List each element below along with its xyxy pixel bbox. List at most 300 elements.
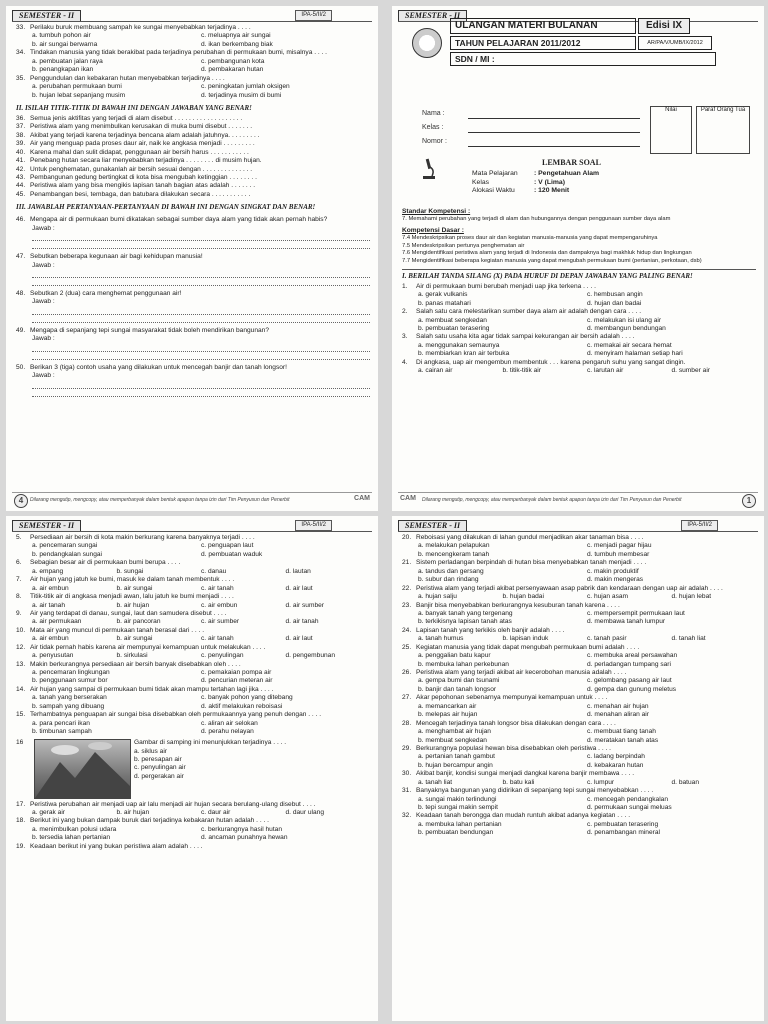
answer-option[interactable]: a. cairan air [418, 367, 453, 375]
answer-option[interactable]: d. air laut [285, 584, 313, 592]
answer-line[interactable] [32, 270, 370, 278]
answer-option[interactable]: a. penggalian batu kapur [418, 652, 491, 660]
answer-line[interactable] [32, 315, 370, 323]
answer-option[interactable]: c. banyak pohon yang ditebang [201, 694, 293, 702]
question [402, 308, 756, 316]
question-text: Untuk penghematan, gunakanlah air bersih sesuai dengan . . . . . . . . . . . . . . [30, 165, 253, 173]
question-number: 22. [402, 584, 412, 592]
answer-option[interactable]: b. melepas air hujan [418, 711, 478, 719]
answer-option[interactable]: c. ladang berpindah [587, 753, 645, 761]
answer-option[interactable]: b. hujan bercampur angin [418, 761, 493, 769]
answer-option[interactable]: c. meluapnya air sungai [201, 32, 271, 40]
answer-option[interactable]: d. permukaan sungai meluas [587, 804, 672, 811]
answer-option[interactable]: d. sumber air [671, 367, 710, 375]
number-input[interactable] [468, 146, 640, 147]
answer-option[interactable]: a. tumbuh pohon air [32, 32, 91, 40]
answer-option[interactable]: a. perubahan permukaan bumi [32, 83, 122, 91]
answer-option[interactable]: d. aktif melakukan reboisasi [201, 702, 283, 710]
answer-option[interactable]: d. kebakaran hutan [587, 761, 644, 769]
answer-option[interactable]: c. melakukan isi ulang air [587, 316, 662, 324]
question-text: Air yang menguap pada proses daur air, naik ke angkasa menjadi . . . . . . . . . [30, 140, 255, 148]
fill-question [16, 123, 370, 131]
question-text: Sebagian besar air di permukaan bumi berupa . . . . [30, 559, 181, 567]
question-number: 15. [16, 711, 26, 719]
page-1 [392, 6, 764, 511]
question-number: 12. [16, 643, 26, 651]
question-text: Mengapa air di permukaan bumi dikatakan sebagai sumber daya alam yang tidak akan pernah habis? [30, 216, 328, 224]
answer-option[interactable]: b. penggunaan sumur bor [32, 677, 108, 685]
answer-option[interactable]: d. hujan lebat [671, 593, 712, 601]
question [16, 644, 370, 652]
exam-code: AR/PA/V/UMB/IX/2012 [638, 36, 712, 50]
question [402, 333, 756, 341]
answer-option[interactable]: d. makin mengeras [587, 576, 644, 584]
answer-option[interactable]: a. gerak vulkanis [418, 291, 468, 299]
answer-option[interactable]: c. mencegah pendangkalan [587, 795, 669, 803]
answer-option[interactable]: a. pertanian tanah gambut [418, 753, 495, 761]
question [402, 283, 756, 291]
question-text: Air tidak pernah habis karena air mempunyai kemampuan untuk melakukan . . . . [30, 643, 266, 651]
answer-option[interactable]: c. pembangunan kota [201, 57, 265, 65]
question-text: Perilaku buruk membuang sampah ke sungai menyebabkan terjadinya . . . . [30, 24, 251, 31]
question-number: 37. [16, 123, 26, 131]
info-value: : Pengetahuan Alam [534, 170, 600, 177]
water-cycle-image [34, 739, 131, 799]
answer-line[interactable] [32, 352, 370, 360]
question-number: 48. [16, 289, 26, 297]
answer-option[interactable]: d. air tanah [285, 618, 319, 626]
question [402, 359, 756, 367]
question-text: Persediaan air bersih di kota makin berkurang karena banyaknya terjadi . . . . [30, 534, 255, 541]
answer-option[interactable]: c. aliran air selokan [201, 719, 258, 727]
answer-option[interactable]: b. subur dan rindang [418, 576, 479, 584]
answer-option[interactable]: b. air sungai [116, 635, 153, 643]
answer-option[interactable]: d. menyiram halaman setiap hari [587, 350, 683, 358]
answer-option[interactable]: b. hujan lebat sepanjang musim [32, 91, 126, 99]
answer-option[interactable]: c. makin produktif [587, 567, 639, 575]
answer-option[interactable]: b. mencengkeram tanah [418, 550, 490, 558]
answer-option[interactable]: a. gerak air [32, 808, 65, 816]
answer-label: Jawab : [32, 372, 55, 380]
question-number: 4. [402, 358, 408, 366]
answer-options [402, 568, 756, 585]
parent-sign-box[interactable] [696, 106, 750, 154]
answer-options [16, 83, 370, 100]
question [402, 534, 756, 542]
answer-option[interactable]: c. menjadi pagar hijau [587, 542, 652, 550]
footer-brand: CAM [354, 495, 370, 502]
question [402, 694, 756, 702]
answer-option[interactable]: b. membuka lahan perkebunan [418, 660, 509, 668]
answer-option[interactable]: a. membuat sengkedan [418, 316, 487, 324]
answer-option[interactable]: d. ikan berkembang biak [201, 40, 273, 48]
question-number: 30. [402, 770, 412, 778]
question-number: 14. [16, 685, 26, 693]
answer-option[interactable]: a. hujan salju [418, 593, 457, 601]
answer-option[interactable]: d. hujan dan badai [587, 299, 642, 307]
answer-option[interactable]: d. menahan aliran air [587, 711, 649, 719]
answer-line[interactable] [32, 233, 370, 241]
parent-sign-label: Paraf Orang Tua [700, 107, 746, 113]
question-text: Sebutkan beberapa kegunaan air bagi kehidupan manusia! [30, 253, 203, 261]
question-number: 35. [16, 74, 26, 82]
competency-item: 7.5 Mendeskripsikan pertunya penghematan air [402, 242, 525, 249]
question [16, 49, 370, 57]
answer-option[interactable]: d. membangun bendungan [587, 325, 666, 333]
answer-option[interactable]: b. penangkapan ikan [32, 66, 94, 74]
answer-option[interactable]: b. peresapan air [134, 755, 182, 763]
answer-option[interactable]: d. pembakaran hutan [201, 66, 264, 74]
section-heading: I. BERILAH TANDA SILANG (X) PADA HURUF DI DEPAN JAWABAN YANG PALING BENAR! [402, 269, 756, 281]
answer-line[interactable] [32, 278, 370, 286]
question-text: Air hujan yang sampai di permukaan bumi tidak akan mampu tertahan lagi jika . . . . [30, 685, 274, 693]
answer-option[interactable]: d. perladangan tumpang sari [587, 660, 671, 668]
answer-option[interactable]: c. gelombang pasang air laut [587, 677, 672, 685]
class-input[interactable] [468, 132, 640, 133]
score-label: Nilai [665, 107, 677, 113]
question-number: 33. [16, 24, 26, 31]
school-year: TAHUN PELAJARAN 2011/2012 [450, 36, 636, 50]
answer-option[interactable]: c. membuka areal persawahan [587, 652, 678, 660]
answer-option[interactable]: b. air sungai [116, 584, 153, 592]
answer-line[interactable] [32, 307, 370, 315]
answer-option[interactable]: d. air laut [285, 635, 313, 643]
answer-option[interactable]: b. terkikisnya lapisan tanah atas [418, 618, 512, 626]
answer-options [402, 367, 756, 375]
question [16, 610, 370, 618]
page-4 [6, 6, 378, 511]
edition-label: Edisi IX [638, 18, 690, 34]
answer-option[interactable]: c. air tanah [201, 584, 234, 592]
answer-option[interactable]: d. terjadinya musim di bumi [201, 91, 282, 99]
answer-option[interactable]: a. menimbulkan polusi udara [32, 825, 117, 833]
school-field: SDN / MI : [450, 52, 716, 66]
answer-option[interactable]: b. banjir dan tanah longsor [418, 685, 497, 693]
answer-options [134, 748, 186, 782]
answer-option[interactable]: b. pembuatan bendungan [418, 829, 494, 837]
fill-question [16, 140, 370, 148]
question-number: 41. [16, 157, 26, 165]
answer-option[interactable]: c. pemakaian pompa air [201, 669, 272, 676]
answer-option[interactable]: a. tandus dan gersang [418, 567, 484, 575]
answer-option[interactable]: c. penyulingan [201, 652, 244, 660]
question-text: Banjir bisa menyebabkan berkurangnya kesuburan tanah karena . . . . [416, 601, 620, 609]
question-number: 44. [16, 182, 26, 190]
answer-option[interactable]: d. perahu nelayan [201, 728, 254, 736]
question-number: 28. [402, 719, 412, 727]
question-number: 3. [402, 333, 408, 341]
question-text: Banyaknya bangunan yang didirikan di sepanjang tepi sungai menyebabkan . . . . [416, 787, 654, 795]
answer-option[interactable]: c. penyulingan air [134, 764, 186, 772]
answer-option[interactable]: a. memancarkan air [418, 702, 477, 710]
answer-option[interactable]: b. batu kali [502, 778, 535, 786]
page-3 [392, 516, 764, 1021]
answer-option[interactable]: d. batuan [671, 778, 699, 786]
sheet-title: LEMBAR SOAL [542, 158, 601, 167]
standard-text: 7. Memahami perubahan yang terjadi di alam dan hubungannya dengan penggunaan sumber daya alam [402, 216, 671, 223]
competency-item: 7.7 Mengidentifikasi beberapa kegiatan manusia yang dapat mengubah permukaan bumi (pertanian, perkotaan, dsb) [402, 257, 702, 264]
competency-item: 7.6 Mengidentifikasi peristiwa alam yang terjadi di Indonesia dan dampaknya bagi makhluk hidup dan lingkungan [402, 250, 692, 257]
semester-label: SEMESTER - II [12, 10, 81, 22]
answer-options [16, 694, 370, 711]
answer-options [402, 317, 756, 334]
question [16, 661, 370, 669]
answer-option[interactable]: d. penambangan mineral [587, 829, 660, 837]
subject-tag: IPA-5/II/2 [295, 520, 332, 531]
page-footer [12, 492, 372, 507]
answer-option[interactable]: b. air sungai berwarna [32, 40, 98, 48]
question-text: Terhambatnya penguapan air sungai bisa disebabkan oleh permukaannya yang penuh dengan . . . . [30, 711, 322, 719]
answer-option[interactable]: a. tanah humus [418, 635, 464, 643]
question-number: 19. [16, 842, 26, 850]
info-key: Kelas [472, 178, 490, 186]
question-number: 39. [16, 140, 26, 148]
name-input[interactable] [468, 118, 640, 119]
answer-option[interactable]: d. ancaman punahnya hewan [201, 834, 288, 842]
question-text: Sebutkan 2 (dua) cara menghemat penggunaan air! [30, 289, 182, 297]
answer-option[interactable]: c. pembuatan terasering [587, 820, 659, 828]
page-4-content [16, 24, 370, 397]
answer-option[interactable]: b. air hujan [116, 601, 150, 609]
question-number: 16 [16, 738, 24, 746]
answer-option[interactable]: d. gempa dan gunung meletus [587, 685, 677, 693]
subject-tag: IPA-5/II/2 [295, 10, 332, 21]
answer-option[interactable]: c. lumpur [587, 778, 615, 786]
answer-option[interactable]: b. tepi sungai makin sempit [418, 804, 498, 811]
answer-option[interactable]: b. membuat sengkedan [418, 736, 487, 744]
question-text: Air hujan yang jatuh ke bumi, masuk ke dalam tanah membentuk . . . . [30, 576, 235, 584]
answer-option[interactable]: a. membuka lahan pertanian [418, 820, 502, 828]
page-number: 1 [742, 494, 756, 508]
answer-option[interactable]: c. hujan asam [587, 593, 629, 601]
page-3-content [402, 534, 756, 838]
answer-option[interactable]: c. air tanah [201, 635, 234, 643]
answer-line[interactable] [32, 381, 370, 389]
question [402, 602, 756, 610]
answer-option[interactable]: d. daur ulang [285, 808, 324, 816]
answer-line[interactable] [32, 389, 370, 397]
answer-options [16, 542, 370, 559]
fill-question [16, 174, 370, 182]
answer-option[interactable]: c. danau [201, 567, 227, 575]
answer-option[interactable]: d. pencurian meteran air [201, 677, 273, 685]
question-number: 50. [16, 363, 26, 371]
answer-option[interactable]: c. air embun [201, 601, 238, 609]
page-number: 4 [14, 494, 28, 508]
name-label: Nama : [422, 110, 445, 117]
exam-header [412, 14, 756, 100]
answer-option[interactable]: c. tanah pasir [587, 635, 627, 643]
answer-option[interactable]: a. melakukan pelapukan [418, 542, 490, 550]
answer-option[interactable]: d. lautan [285, 567, 311, 575]
answer-option[interactable]: c. menahan air hujan [587, 702, 649, 710]
question-text: Air yang terdapat di danau, sungai, laut dan samudera disebut . . . . [30, 609, 227, 617]
answer-option[interactable]: b. panas matahari [418, 299, 471, 307]
answer-option[interactable]: c. daur air [201, 808, 231, 816]
question-text: Penggundulan dan kebakaran hutan menyebabkan terjadinya . . . . [30, 74, 225, 82]
answer-option[interactable]: b. air hujan [116, 808, 150, 816]
essay-question [16, 290, 370, 298]
question [402, 644, 756, 652]
question-number: 47. [16, 253, 26, 261]
question-number: 13. [16, 660, 26, 668]
question-number: 46. [16, 216, 26, 224]
answer-options [16, 585, 370, 593]
question-number: 32. [402, 812, 412, 820]
fill-question [16, 166, 370, 174]
question-text: Akibat yang terjadi karena terjadinya bencana alam adalah jatuhnya. . . . . . . . . [30, 131, 260, 139]
standard-title: Standar Kompetensi : [402, 208, 471, 215]
question-number: 40. [16, 148, 26, 156]
question [16, 593, 370, 601]
question-number: 21. [402, 559, 412, 567]
answer-option[interactable]: c. membuat tiang tanah [587, 728, 656, 736]
question-number: 45. [16, 190, 26, 198]
question-number: 9. [16, 609, 22, 617]
question-text: Reboisasi yang dilakukan di lahan gundul menjadikan akar tanaman bisa . . . . [416, 534, 644, 541]
answer-option[interactable]: a. air embun [32, 635, 69, 643]
answer-option[interactable]: a. air tanah [32, 601, 65, 609]
essay-question [16, 364, 370, 372]
answer-option[interactable]: a. pencemaran sungai [32, 542, 98, 550]
answer-option[interactable]: a. menghambat air hujan [418, 728, 491, 736]
answer-options [16, 809, 370, 817]
answer-options [402, 593, 756, 601]
question-text: Keadaan tanah berongga dan mudah runtuh akibat adanya kegiatan . . . . [416, 812, 631, 820]
question-text: Tindakan manusia yang tidak berakibat pada terjadinya perubahan di permukaan bumi, misalnya . . . . [30, 49, 328, 57]
answer-option[interactable]: d. air sumber [285, 601, 324, 609]
answer-option[interactable]: a. menggunakan semaunya [418, 341, 500, 349]
answer-options [16, 652, 370, 660]
answer-options [16, 635, 370, 643]
answer-option[interactable]: a. banyak tanah yang tergenang [418, 609, 513, 617]
question-number: 43. [16, 173, 26, 181]
page-2 [6, 516, 378, 1021]
answer-options [16, 568, 370, 576]
question [16, 75, 370, 83]
answer-option[interactable]: c. berkurangnya hasil hutan [201, 825, 283, 833]
question-number: 27. [402, 694, 412, 702]
answer-label: Jawab : [32, 298, 55, 306]
question-text: Akibat banjir, kondisi sungai menjadi dangkal karena banjir membawa . . . . [416, 770, 635, 778]
question-text: Mengapa di sepanjang tepi sungai masyarakat tidak boleh mendirikan bangunan? [30, 326, 270, 334]
answer-option[interactable]: a. para pencari ikan [32, 719, 90, 727]
fill-question [16, 182, 370, 190]
answer-option[interactable]: c. penguapan laut [201, 542, 254, 550]
question-number: 8. [16, 593, 22, 601]
class-label: Kelas : [422, 124, 444, 131]
question [402, 669, 756, 677]
answer-option[interactable]: a. pencemaran lingkungan [32, 669, 110, 676]
question-number: 25. [402, 643, 412, 651]
semester-header [398, 520, 758, 532]
answer-line[interactable] [32, 241, 370, 249]
answer-option[interactable]: d. membawa tanah lumpur [587, 618, 666, 626]
answer-option[interactable]: c. memakai air secara hemat [587, 341, 672, 349]
answer-option[interactable]: c. hembusan angin [587, 291, 643, 299]
answer-options [402, 635, 756, 643]
answer-option[interactable]: b. lapisan induk [502, 635, 549, 643]
answer-option[interactable]: a. gempa bumi dan tsunami [418, 677, 500, 685]
question-number: 38. [16, 131, 26, 139]
question-text: Makin berkurangnya persediaan air bersih banyak disebabkan oleh . . . . [30, 660, 241, 668]
answer-option[interactable]: b. sungai [116, 567, 144, 575]
question-text: Mencegah terjadinya tanah longsor bisa dilakukan dengan cara . . . . [416, 719, 616, 727]
subject-tag: IPA-5/II/2 [681, 520, 718, 531]
question-text: Sistem perladangan berpindah di hutan bisa menyebabkan tanah menjadi . . . . [416, 559, 647, 567]
answer-option[interactable]: b. pembuatan terasering [418, 325, 490, 333]
answer-option[interactable]: d. pengembunan [285, 652, 335, 660]
answer-option[interactable]: a. tanah liat [418, 778, 453, 786]
score-box[interactable] [650, 106, 692, 154]
answer-option[interactable]: a. pembuatan jalan raya [32, 57, 103, 65]
answer-options [402, 610, 756, 627]
answer-option[interactable]: b. air pancoran [116, 618, 161, 626]
answer-option[interactable]: b. titik-titik air [502, 367, 541, 375]
answer-line[interactable] [32, 344, 370, 352]
question [16, 801, 370, 809]
number-label: Nomor : [422, 138, 447, 145]
answer-options [402, 753, 756, 770]
answer-option[interactable]: b. sampah yang dibuang [32, 702, 105, 710]
question [16, 534, 370, 542]
answer-option[interactable]: d. pergerakan air [134, 772, 184, 780]
answer-option[interactable]: c. air sumber [201, 618, 240, 626]
answer-label: Jawab : [32, 335, 55, 343]
info-value: : V (Lima) [534, 178, 565, 186]
question-text: Gambar di samping ini menunjukkan terjadinya . . . . [134, 738, 287, 746]
question-number: 34. [16, 49, 26, 57]
answer-option[interactable]: a. penyusutan [32, 652, 74, 660]
answer-option[interactable]: a. empang [32, 567, 64, 575]
answer-option[interactable]: b. sirkulasi [116, 652, 148, 660]
answer-option[interactable]: c. larutan air [587, 367, 624, 375]
answer-option[interactable]: a. air permukaan [32, 618, 82, 626]
footer-brand: CAM [400, 495, 416, 502]
answer-option[interactable]: b. tersedia lahan pertanian [32, 834, 111, 842]
fill-question [16, 132, 370, 140]
answer-option[interactable]: b. pendangkalan sungai [32, 550, 103, 558]
question-with-image [16, 739, 370, 801]
question [16, 24, 370, 32]
question-text: Salah satu usaha kita agar tidak sampai kekurangan air bersih adalah . . . . [416, 333, 635, 341]
answer-option[interactable]: d. pembuatan waduk [201, 550, 263, 558]
exam-title: ULANGAN MATERI BULANAN [450, 18, 636, 34]
fill-question [16, 157, 370, 165]
answer-option[interactable]: d. tanah liat [671, 635, 706, 643]
question-text: Di angkasa, uap air mengembun membentuk . . . karena pengaruh suhu yang sangat dingin. [416, 358, 686, 366]
answer-option[interactable]: d. tumbuh membesar [587, 550, 650, 558]
answer-option[interactable]: a. sungai makin terlindungi [418, 795, 497, 803]
answer-option[interactable]: a. tanah yang berserakan [32, 694, 107, 702]
answer-option[interactable]: a. air embun [32, 584, 69, 592]
answer-option[interactable]: b. timbunan sampah [32, 728, 92, 736]
question [16, 559, 370, 567]
answer-option[interactable]: d. meratakan tanah atas [587, 736, 659, 744]
question-number: 49. [16, 326, 26, 334]
answer-option[interactable]: b. hujan badai [502, 593, 544, 601]
answer-option[interactable]: c. mempersempit permukaan laut [587, 609, 685, 617]
answer-option[interactable]: a. siklus air [134, 747, 167, 755]
answer-option[interactable]: b. membiarkan kran air terbuka [418, 350, 510, 358]
page-2-content [16, 534, 370, 851]
answer-option[interactable]: c. peningkatan jumlah oksigen [201, 83, 290, 91]
competency-title: Kompetensi Dasar : [402, 226, 464, 234]
question-text: Titik-titik air di angkasa menjadi awan, lalu jatuh ke bumi menjadi . . . . [30, 593, 234, 601]
question-number: 2. [402, 308, 408, 316]
info-row [472, 170, 599, 179]
semester-header [12, 520, 372, 532]
